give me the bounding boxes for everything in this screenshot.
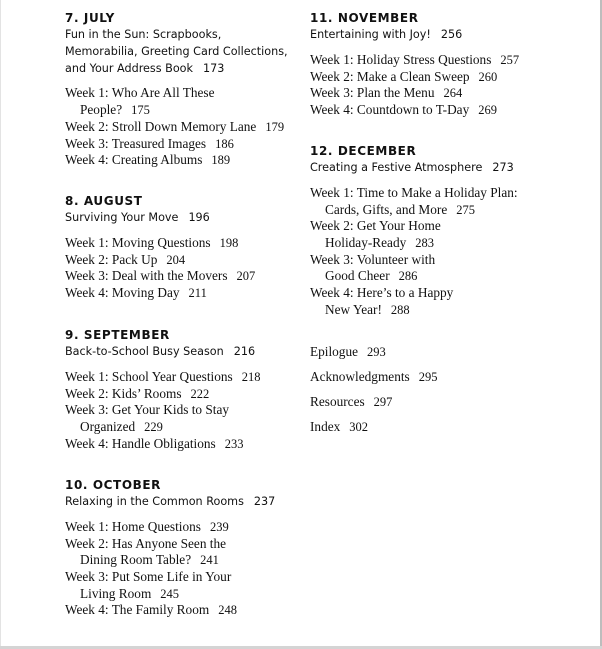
toc-entry-week[interactable] (65, 569, 300, 602)
entry-title-line: Week 4: Countdown to T-Day (310, 101, 470, 117)
page-number: 297 (373, 395, 393, 409)
toc-entry-week[interactable] (65, 285, 300, 302)
entry-title-continuation: Organized (80, 418, 136, 434)
week-list (65, 369, 300, 453)
entry-title-line: Week 2: Has Anyone Seen the (65, 535, 227, 551)
page-number: 257 (500, 52, 520, 67)
page-number: 293 (367, 345, 386, 359)
toc-entry-week[interactable] (65, 119, 300, 136)
toc-entry-week[interactable] (310, 218, 595, 251)
page-number: 286 (398, 269, 418, 284)
chapter-theme (310, 160, 595, 177)
entry-title-line: Week 4: Handle Obligations (65, 435, 216, 451)
week-list (65, 519, 300, 619)
page-number: 233 (224, 436, 244, 451)
toc-entry-week[interactable] (65, 369, 300, 386)
theme-line: Entertaining with Joy! (310, 28, 431, 41)
toc-section-october (65, 477, 300, 619)
entry-title-line: Week 1: School Year Questions (65, 368, 233, 384)
toc-entry-week[interactable] (65, 235, 300, 252)
page-number: 204 (166, 252, 186, 267)
toc-entry-week[interactable] (65, 85, 300, 118)
entry-title-line: Week 1: Holiday Stress Questions (310, 51, 492, 67)
entry-title-line: Week 3: Treasured Images (65, 135, 207, 151)
entry-title-continuation: Holiday-Ready (325, 234, 407, 250)
entry-title-line: Week 1: Time to Make a Holiday Plan: (310, 184, 518, 200)
toc-entry-week[interactable] (310, 69, 595, 86)
toc-entry-week[interactable] (65, 519, 300, 536)
toc-entry-week[interactable] (310, 85, 595, 102)
page-number: 283 (415, 235, 434, 250)
theme-page-number: 173 (203, 61, 225, 75)
toc-entry-acknowledgments[interactable] (310, 369, 437, 386)
toc-entry-week[interactable] (65, 602, 300, 619)
toc-section-november (310, 10, 595, 119)
page-number: 295 (418, 370, 438, 384)
entry-title-line: Week 2: Make a Clean Sweep (310, 68, 470, 84)
page-number: 229 (144, 419, 163, 434)
toc-section-september (65, 327, 300, 452)
entry-title-line: Week 1: Who Are All These (65, 85, 215, 101)
chapter-theme (310, 27, 595, 44)
theme-line: Surviving Your Move (65, 211, 179, 224)
entry-title-line: Week 2: Pack Up (65, 251, 158, 267)
toc-entry-week[interactable] (65, 402, 300, 435)
entry-title-line: Week 4: Here’s to a Happy (310, 285, 454, 301)
toc-entry-week[interactable] (310, 185, 595, 218)
entry-title-continuation: Cards, Gifts, and More (325, 201, 448, 217)
entry-title: Epilogue (310, 344, 359, 359)
month-heading: 10. OCTOBER (65, 478, 162, 492)
toc-entry-week[interactable] (65, 152, 300, 169)
entry-title-line: Week 4: Creating Albums (65, 152, 203, 168)
entry-title-continuation: Good Cheer (325, 268, 390, 284)
theme-line: and Your Address Book (65, 61, 193, 75)
page-number: 288 (390, 302, 410, 317)
page-number: 275 (456, 202, 475, 217)
page-number: 264 (443, 86, 463, 101)
week-list (310, 52, 595, 119)
entry-title-continuation: Living Room (80, 585, 152, 601)
toc-entry-week[interactable] (65, 386, 300, 403)
toc-entry-week[interactable] (310, 102, 595, 119)
entry-title: Resources (310, 394, 365, 409)
page-number: 198 (219, 235, 239, 250)
theme-line: Creating a Festive Atmosphere (310, 161, 483, 174)
entry-title-line: Week 2: Get Your Home (310, 218, 441, 234)
entry-title-line: Week 1: Moving Questions (65, 234, 211, 250)
page-number: 207 (236, 269, 256, 284)
toc-section-august (65, 193, 300, 302)
entry-title-line: Week 1: Home Questions (65, 518, 201, 534)
page-edge-left (0, 0, 1, 649)
entry-title: Acknowledgments (310, 369, 410, 384)
month-heading: 9. SEPTEMBER (65, 328, 170, 342)
entry-title-line: Week 4: Moving Day (65, 284, 180, 300)
toc-entry-index[interactable] (310, 419, 368, 436)
page-number: 179 (265, 119, 285, 134)
entry-title-continuation: Dining Room Table? (80, 552, 192, 568)
chapter-theme (65, 27, 300, 77)
entry-title-line: Week 4: The Family Room (65, 602, 210, 618)
entry-title: Index (310, 419, 341, 434)
theme-line: Fun in the Sun: Scrapbooks, (65, 28, 222, 41)
toc-entry-week[interactable] (65, 136, 300, 153)
toc-entry-resources[interactable] (310, 394, 392, 411)
theme-page-number: 256 (440, 28, 463, 41)
theme-page-number: 196 (188, 211, 210, 224)
week-list (65, 235, 300, 302)
chapter-theme (65, 494, 300, 511)
chapter-theme (65, 344, 300, 361)
page-number: 260 (478, 69, 498, 84)
week-list (65, 85, 300, 169)
page-number: 269 (478, 102, 497, 117)
entry-title-line: Week 3: Plan the Menu (310, 85, 435, 101)
month-heading: 7. JULY (65, 11, 115, 25)
page-number: 245 (160, 586, 180, 601)
toc-entry-week[interactable] (310, 285, 595, 318)
page-number: 302 (349, 420, 369, 434)
month-heading: 8. AUGUST (65, 194, 143, 208)
page-number: 186 (215, 136, 234, 151)
entry-title-line: Week 2: Stroll Down Memory Lane (65, 118, 257, 134)
page-number: 241 (200, 553, 219, 568)
entry-title-continuation: People? (80, 102, 123, 118)
toc-entry-week[interactable] (65, 436, 300, 453)
page-number: 218 (241, 369, 261, 384)
page-number: 239 (209, 519, 229, 534)
toc-entry-week[interactable] (65, 268, 300, 285)
toc-entry-week[interactable] (310, 52, 595, 69)
theme-line: Relaxing in the Common Rooms (65, 495, 244, 508)
entry-title-line: Week 3: Get Your Kids to Stay (65, 402, 230, 418)
page-number: 211 (188, 285, 207, 300)
page-number: 248 (218, 603, 237, 618)
theme-page-number: 237 (253, 495, 276, 508)
toc-entry-week[interactable] (65, 252, 300, 269)
page-number: 175 (131, 103, 150, 118)
entry-title-line: Week 2: Kids’ Rooms (65, 385, 182, 401)
toc-entry-epilogue[interactable] (310, 344, 386, 361)
theme-page-number: 273 (492, 161, 514, 174)
entry-title-line: Week 3: Put Some Life in Your (65, 568, 232, 584)
theme-line: Memorabilia, Greeting Card Collections, (65, 44, 288, 58)
month-heading: 11. NOVEMBER (310, 11, 419, 25)
theme-line: Back-to-School Busy Season (65, 345, 224, 358)
chapter-theme (65, 210, 300, 227)
entry-title-continuation: New Year! (325, 301, 382, 317)
month-heading: 12. DECEMBER (310, 144, 417, 158)
entry-title-line: Week 3: Volunteer with (310, 251, 436, 267)
page-number: 222 (190, 386, 210, 401)
theme-page-number: 216 (233, 345, 256, 358)
entry-title-line: Week 3: Deal with the Movers (65, 268, 228, 284)
toc-entry-week[interactable] (310, 252, 595, 285)
toc-entry-week[interactable] (65, 536, 300, 569)
page-number: 189 (211, 153, 231, 168)
toc-section-july (65, 10, 300, 169)
week-list (310, 185, 595, 319)
toc-section-december (310, 143, 595, 318)
